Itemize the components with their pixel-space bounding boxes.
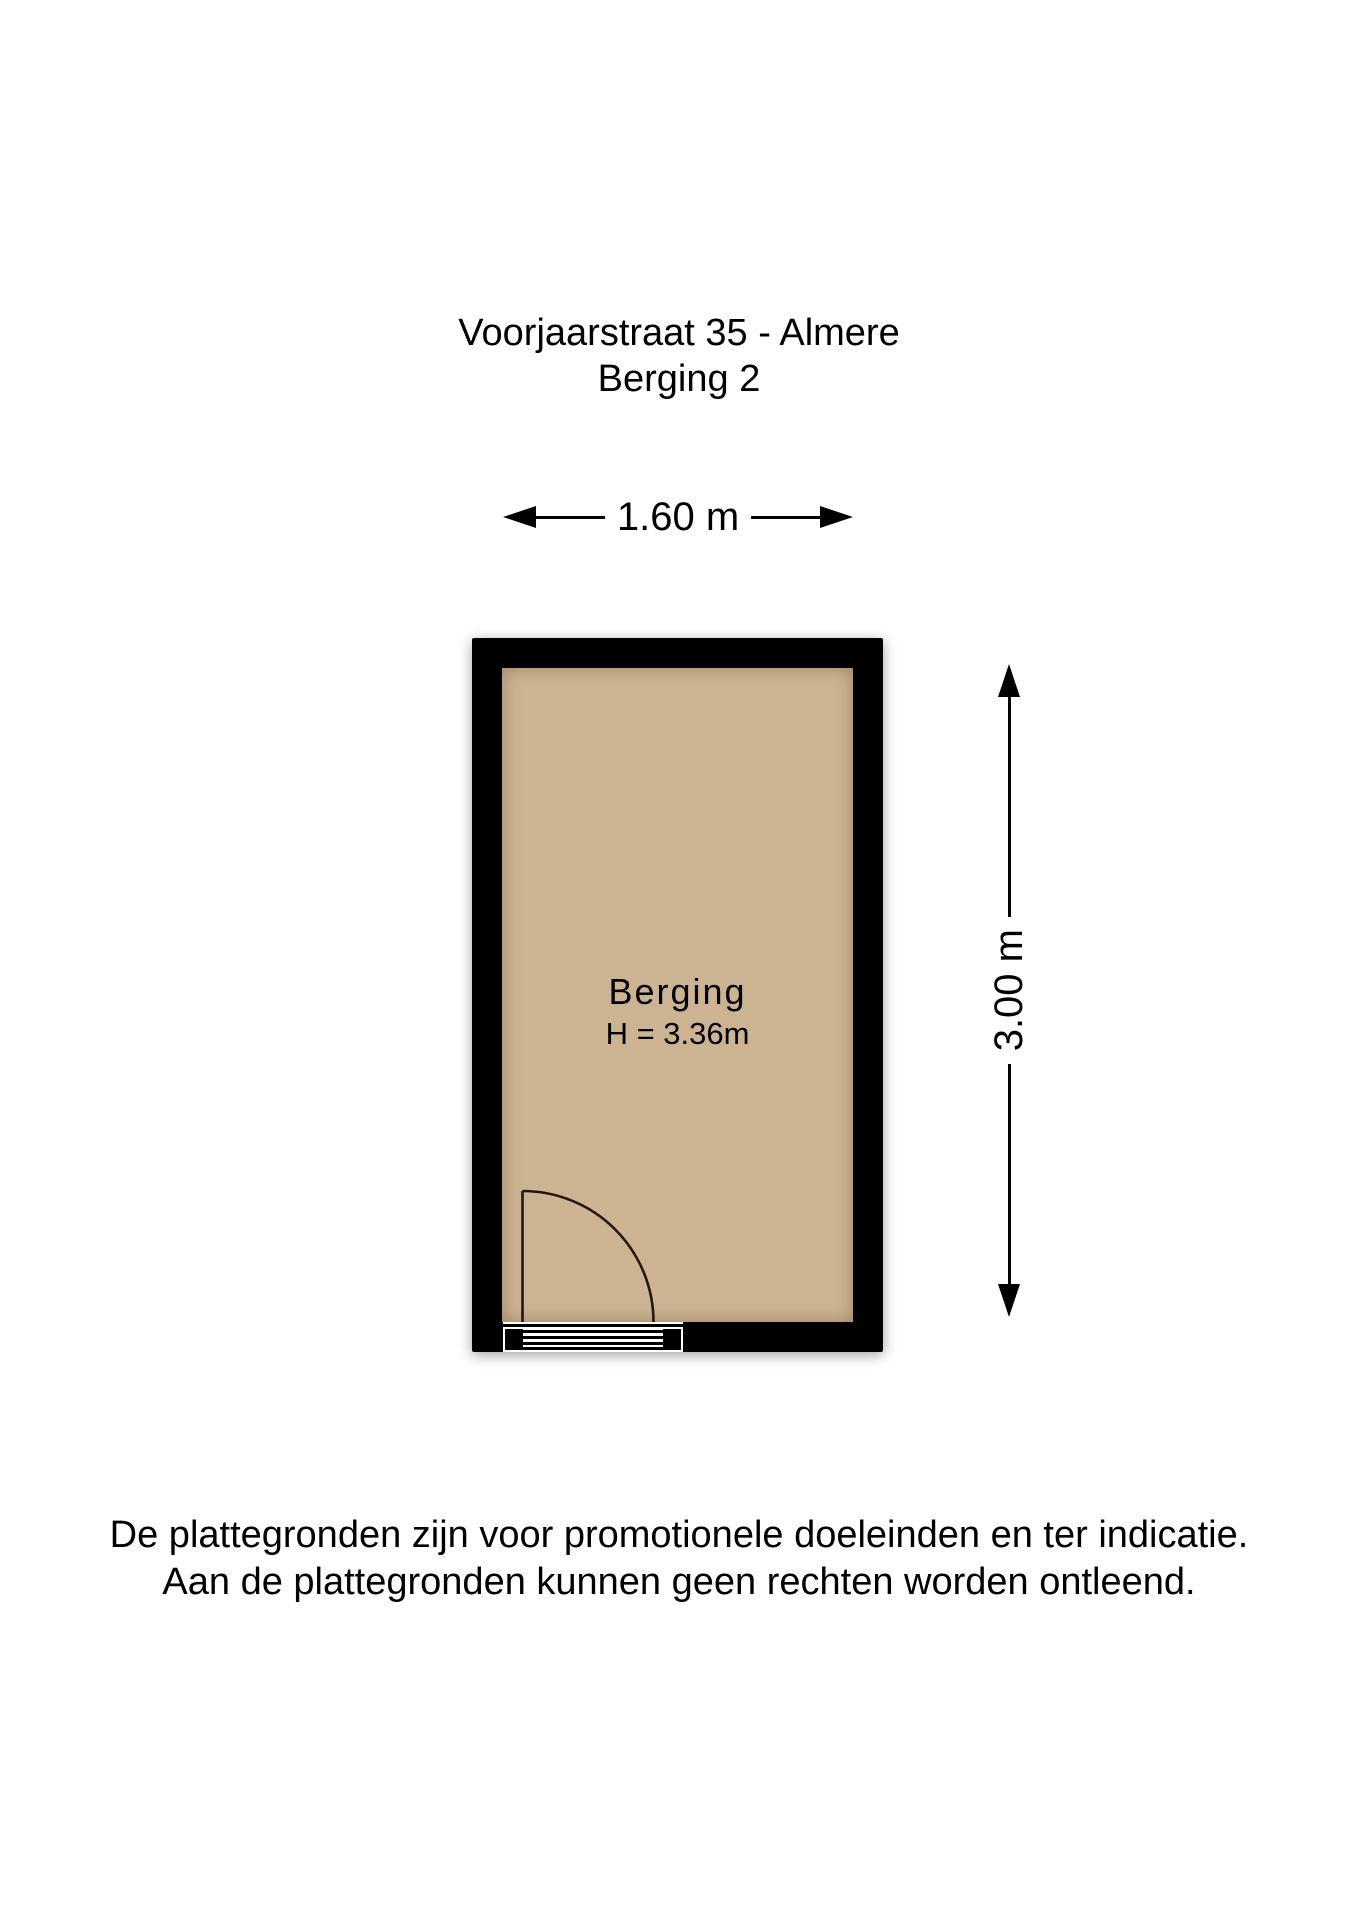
room-label-block	[502, 970, 853, 1054]
disclaimer	[0, 1512, 1358, 1606]
threshold-line	[523, 1342, 663, 1345]
door-swing-arc	[523, 1191, 654, 1322]
dimension-line	[536, 516, 605, 519]
door-opening	[503, 1322, 683, 1352]
depth-dimension	[986, 664, 1032, 1317]
dimension-line	[1008, 1064, 1011, 1284]
arrow-right-icon	[820, 506, 853, 528]
width-dimension	[503, 494, 853, 540]
threshold-line	[523, 1336, 663, 1339]
arrow-left-icon	[503, 506, 536, 528]
dimension-line	[751, 516, 820, 519]
floor-plan	[472, 638, 883, 1352]
threshold-line	[523, 1330, 663, 1333]
arrow-up-icon	[998, 664, 1020, 697]
room-name-label: Berging	[608, 971, 747, 1012]
dimension-line	[1008, 697, 1011, 917]
depth-dimension-label: 3.00 m	[986, 929, 1031, 1052]
page-title-address: Voorjaarstraat 35 - Almere	[458, 312, 900, 354]
threshold-line	[505, 1347, 681, 1350]
threshold-line	[503, 1324, 683, 1327]
arrow-down-icon	[998, 1284, 1020, 1317]
page-title	[0, 310, 1358, 402]
page-title-unit: Berging 2	[597, 358, 761, 400]
width-dimension-label: 1.60 m	[616, 495, 740, 539]
ceiling-height-label: H = 3.36m	[605, 1016, 750, 1051]
disclaimer-line2: Aan de plattegronden kunnen geen rechten worden ontleend.	[162, 1561, 1196, 1603]
disclaimer-line1: De plattegronden zijn voor promotionele doeleinden en ter indicatie.	[109, 1514, 1249, 1556]
